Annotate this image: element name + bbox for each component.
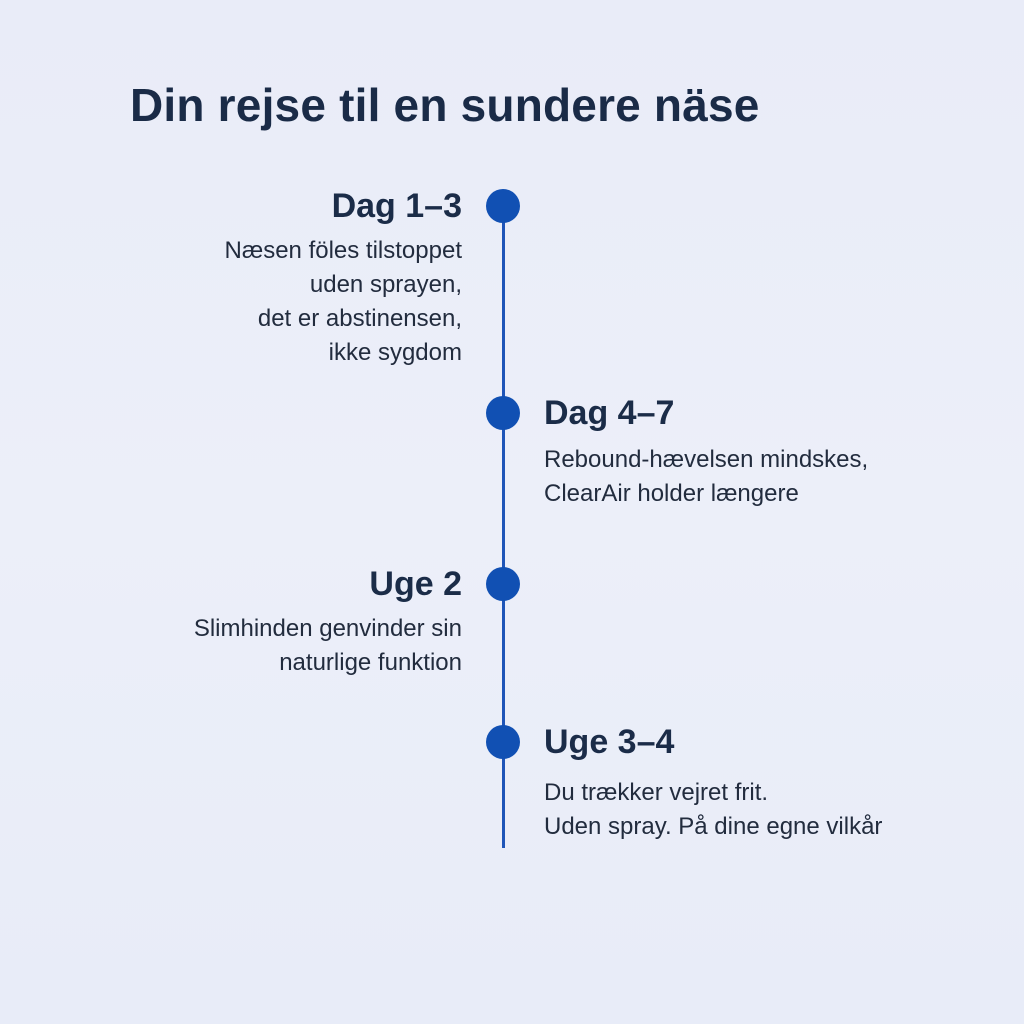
timeline-dot-3 xyxy=(486,567,520,601)
timeline-step-3 xyxy=(194,564,462,680)
step-label: Dag 1–3 xyxy=(331,187,462,225)
step-description-line: naturlige funktion xyxy=(279,649,462,676)
step-description-line: det er abstinensen, xyxy=(257,305,462,332)
step-description xyxy=(544,776,882,844)
step-description xyxy=(544,443,868,511)
step-description-line: ClearAir holder længere xyxy=(544,480,799,507)
step-label: Uge 2 xyxy=(369,565,462,603)
step-description-line: Uden spray. På dine egne vilkår xyxy=(544,813,883,840)
step-description-line: Du trækker vejret frit. xyxy=(544,779,769,806)
timeline-dot-2 xyxy=(486,396,520,430)
step-description xyxy=(225,234,462,370)
step-description-line: ikke sygdom xyxy=(328,339,462,366)
step-description-line: Rebound-hævelsen mindskes, xyxy=(544,446,869,473)
step-label: Uge 3–4 xyxy=(544,723,675,761)
step-description-line: uden sprayen, xyxy=(309,271,462,298)
page-title: Din rejse til en sundere näse xyxy=(130,79,760,131)
timeline-step-2 xyxy=(544,393,868,511)
timeline-step-4 xyxy=(544,722,882,844)
timeline-dot-4 xyxy=(486,725,520,759)
step-label: Dag 4–7 xyxy=(544,394,675,432)
step-description-line: Slimhinden genvinder sin xyxy=(193,615,462,642)
timeline-step-1 xyxy=(225,186,462,370)
step-description xyxy=(194,612,462,680)
step-description-line: Næsen föles tilstoppet xyxy=(224,237,462,264)
timeline-dot-1 xyxy=(486,189,520,223)
